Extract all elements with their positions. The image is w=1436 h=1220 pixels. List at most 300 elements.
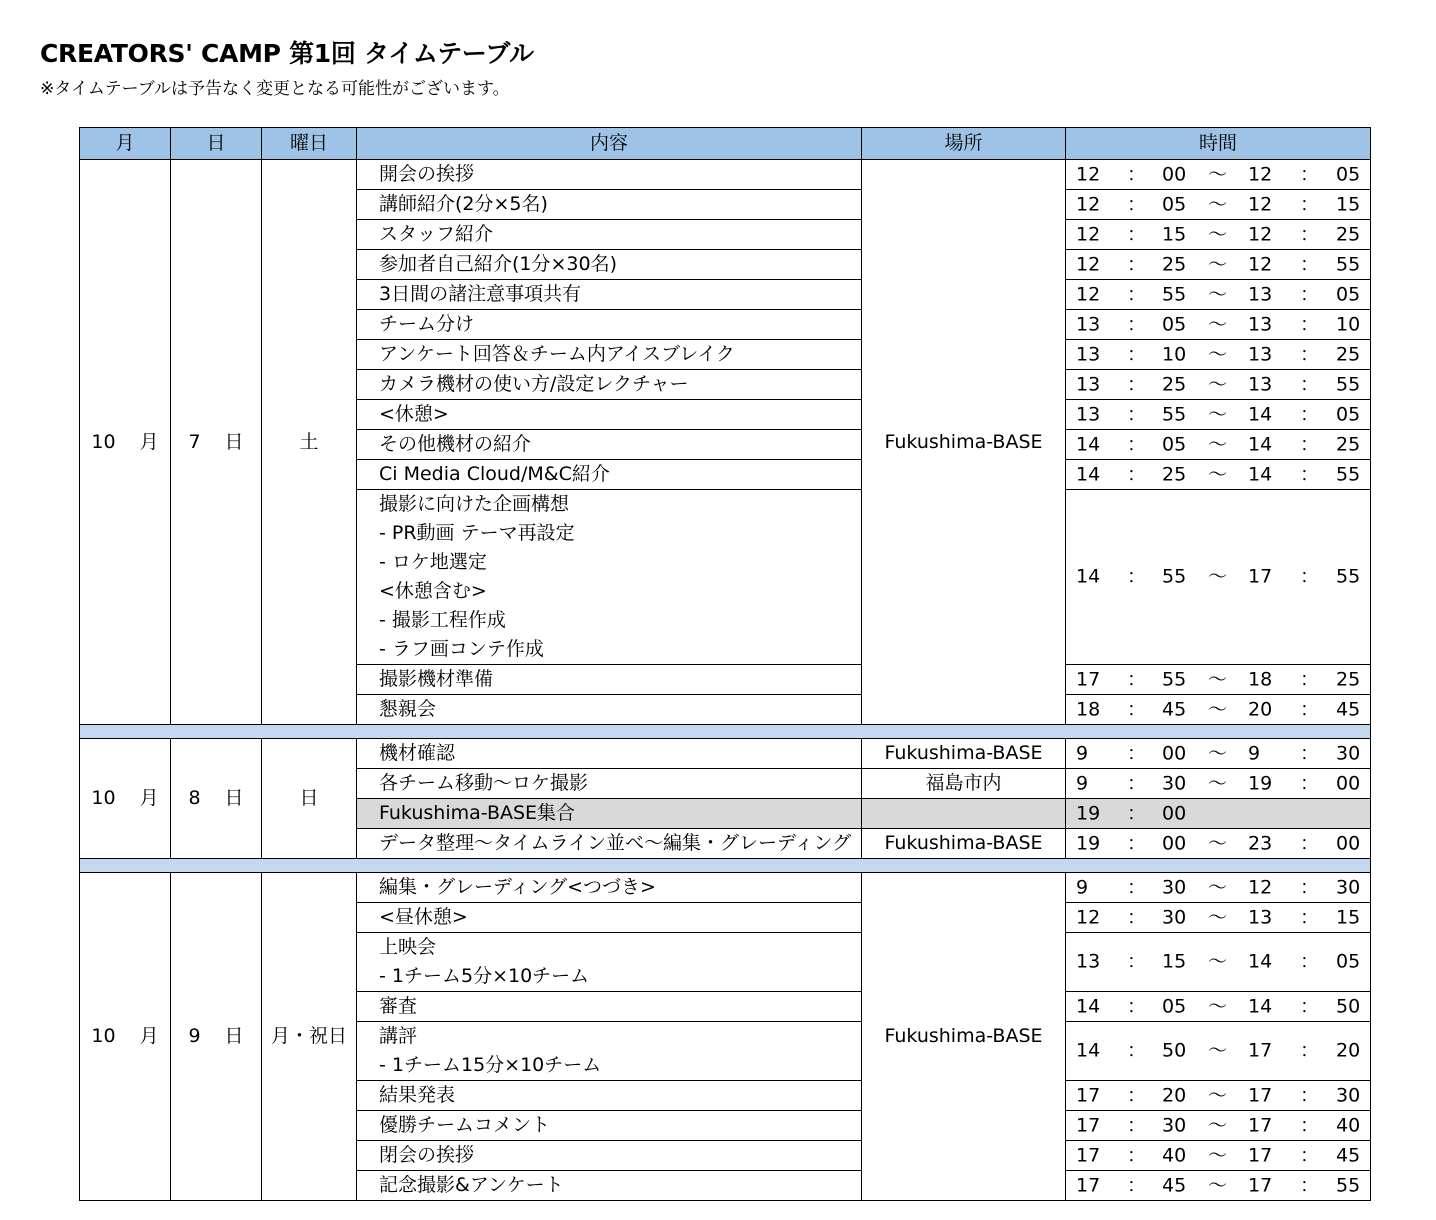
time-tilde: ～ bbox=[1208, 313, 1228, 335]
start-minute: 20 bbox=[1162, 1084, 1187, 1106]
header-weekday: 曜日 bbox=[262, 128, 357, 160]
start-hour: 14 bbox=[1076, 433, 1101, 455]
month-cell-value: 10 bbox=[91, 787, 116, 809]
time-tilde: ～ bbox=[1208, 1084, 1228, 1106]
time-range bbox=[1066, 696, 1370, 723]
start-minute: 05 bbox=[1162, 433, 1187, 455]
content-line: Ci Media Cloud/M&C紹介 bbox=[379, 463, 610, 485]
end-hour: 14 bbox=[1248, 995, 1273, 1017]
content-line: 編集・グレーディング<つづき> bbox=[379, 876, 656, 898]
time-colon: ： bbox=[1127, 163, 1147, 185]
time-cell bbox=[1066, 665, 1371, 695]
time-tilde: ～ bbox=[1208, 163, 1228, 185]
content-cell bbox=[357, 460, 862, 490]
content-line: 審査 bbox=[379, 995, 418, 1017]
content-cell bbox=[357, 280, 862, 310]
start-hour: 12 bbox=[1076, 163, 1101, 185]
time-cell bbox=[1066, 340, 1371, 370]
time-cell bbox=[1066, 695, 1371, 725]
time-tilde: ～ bbox=[1208, 906, 1228, 928]
time-range bbox=[1066, 431, 1370, 458]
time-range bbox=[1066, 251, 1370, 278]
month-cell bbox=[80, 160, 171, 725]
content-line: <休憩含む> bbox=[379, 580, 487, 602]
header-day: 日 bbox=[171, 128, 262, 160]
time-tilde: ～ bbox=[1208, 193, 1228, 215]
start-minute: 45 bbox=[1162, 698, 1187, 720]
content-line: その他機材の紹介 bbox=[379, 433, 532, 455]
time-tilde: ～ bbox=[1208, 1144, 1228, 1166]
weekday-cell: 土 bbox=[262, 160, 357, 725]
time-colon: ： bbox=[1127, 950, 1147, 973]
time-range bbox=[1066, 740, 1370, 767]
time-colon: ： bbox=[1127, 343, 1147, 365]
content-cell bbox=[357, 160, 862, 190]
content-cell bbox=[357, 1171, 862, 1201]
end-hour: 12 bbox=[1248, 223, 1273, 245]
time-colon: ： bbox=[1300, 433, 1320, 455]
time-tilde: ～ bbox=[1208, 772, 1228, 794]
end-minute: 30 bbox=[1336, 1084, 1361, 1106]
time-tilde: ～ bbox=[1208, 742, 1228, 764]
start-hour: 12 bbox=[1076, 223, 1101, 245]
content-line: 3日間の諸注意事項共有 bbox=[379, 283, 582, 305]
table-row bbox=[80, 160, 1371, 190]
time-range bbox=[1066, 666, 1370, 693]
time-cell bbox=[1066, 490, 1371, 665]
start-hour: 9 bbox=[1076, 876, 1089, 898]
time-cell bbox=[1066, 400, 1371, 430]
time-colon: ： bbox=[1300, 876, 1320, 898]
time-range bbox=[1066, 904, 1370, 931]
timetable-body bbox=[80, 160, 1371, 1201]
end-minute: 55 bbox=[1336, 463, 1361, 485]
content-cell bbox=[357, 665, 862, 695]
month-cell-unit: 月 bbox=[139, 787, 159, 809]
end-hour: 18 bbox=[1248, 668, 1273, 690]
start-hour: 14 bbox=[1076, 565, 1101, 588]
month-cell-unit: 月 bbox=[139, 1025, 159, 1047]
start-minute: 00 bbox=[1162, 163, 1187, 185]
time-tilde: ～ bbox=[1208, 832, 1228, 854]
time-range bbox=[1066, 770, 1370, 797]
time-cell bbox=[1066, 430, 1371, 460]
time-colon: ： bbox=[1300, 832, 1320, 854]
content-line: データ整理～タイムライン並べ～編集・グレーディング bbox=[379, 832, 852, 854]
start-minute: 00 bbox=[1162, 742, 1187, 764]
content-line: アンケート回答＆チーム内アイスブレイク bbox=[379, 343, 735, 365]
end-hour: 14 bbox=[1248, 433, 1273, 455]
end-minute: 20 bbox=[1336, 1039, 1361, 1062]
start-hour: 14 bbox=[1076, 995, 1101, 1017]
time-colon: ： bbox=[1127, 223, 1147, 245]
end-minute: 05 bbox=[1336, 163, 1361, 185]
end-minute: 30 bbox=[1336, 876, 1361, 898]
time-range bbox=[1066, 993, 1370, 1020]
end-minute: 55 bbox=[1336, 1174, 1361, 1196]
time-colon: ： bbox=[1300, 950, 1320, 973]
header-row bbox=[80, 128, 1371, 160]
start-hour: 17 bbox=[1076, 1114, 1101, 1136]
time-tilde: ～ bbox=[1208, 283, 1228, 305]
time-colon: ： bbox=[1300, 403, 1320, 425]
end-minute: 10 bbox=[1336, 313, 1361, 335]
start-hour: 19 bbox=[1076, 832, 1101, 854]
day-cell-value: 8 bbox=[188, 787, 201, 809]
page-title: CREATORS' CAMP 第1回 タイムテーブル bbox=[40, 39, 534, 68]
time-colon: ： bbox=[1300, 698, 1320, 720]
content-cell bbox=[357, 739, 862, 769]
content-line: 記念撮影&アンケート bbox=[379, 1174, 564, 1196]
end-hour: 14 bbox=[1248, 950, 1273, 973]
separator-cell bbox=[80, 725, 1371, 739]
end-hour: 14 bbox=[1248, 403, 1273, 425]
table-row bbox=[80, 739, 1371, 769]
time-colon: ： bbox=[1300, 1144, 1320, 1166]
content-line: 機材確認 bbox=[379, 742, 456, 764]
content-line: - 1チーム15分×10チーム bbox=[379, 1054, 602, 1076]
day-separator bbox=[80, 859, 1371, 873]
time-range bbox=[1066, 341, 1370, 368]
end-minute: 05 bbox=[1336, 403, 1361, 425]
month-cell-unit: 月 bbox=[139, 430, 159, 453]
time-colon: ： bbox=[1300, 742, 1320, 764]
content-line: - ラフ画コンテ作成 bbox=[379, 638, 544, 660]
start-minute: 30 bbox=[1162, 772, 1187, 794]
time-cell bbox=[1066, 1111, 1371, 1141]
end-hour: 17 bbox=[1248, 1039, 1273, 1062]
end-hour: 12 bbox=[1248, 876, 1273, 898]
start-minute: 55 bbox=[1162, 668, 1187, 690]
content-cell bbox=[357, 1022, 862, 1081]
time-colon: ： bbox=[1127, 1174, 1147, 1196]
start-hour: 14 bbox=[1076, 1039, 1101, 1062]
start-minute: 15 bbox=[1162, 223, 1187, 245]
time-colon: ： bbox=[1127, 1144, 1147, 1166]
start-hour: 12 bbox=[1076, 193, 1101, 215]
time-range bbox=[1066, 311, 1370, 338]
time-colon: ： bbox=[1127, 742, 1147, 764]
time-tilde: ～ bbox=[1208, 253, 1228, 275]
content-line: - PR動画 テーマ再設定 bbox=[379, 522, 575, 544]
place-cell: 福島市内 bbox=[862, 769, 1066, 799]
time-tilde: ～ bbox=[1208, 343, 1228, 365]
time-colon: ： bbox=[1127, 193, 1147, 215]
time-cell bbox=[1066, 992, 1371, 1022]
end-hour: 13 bbox=[1248, 373, 1273, 395]
content-line: カメラ機材の使い方/設定レクチャー bbox=[379, 373, 689, 395]
header-time: 時間 bbox=[1066, 128, 1371, 160]
content-line: チーム分け bbox=[379, 313, 475, 335]
start-minute: 05 bbox=[1162, 995, 1187, 1017]
end-minute: 25 bbox=[1336, 223, 1361, 245]
time-colon: ： bbox=[1300, 163, 1320, 185]
content-cell bbox=[357, 1141, 862, 1171]
time-range bbox=[1066, 830, 1370, 857]
place-cell: Fukushima-BASE bbox=[862, 160, 1066, 725]
time-colon: ： bbox=[1127, 313, 1147, 335]
place-cell: Fukushima-BASE bbox=[862, 829, 1066, 859]
time-colon: ： bbox=[1300, 995, 1320, 1017]
time-cell bbox=[1066, 1022, 1371, 1081]
end-minute: 50 bbox=[1336, 995, 1361, 1017]
end-minute: 25 bbox=[1336, 668, 1361, 690]
start-minute: 40 bbox=[1162, 1144, 1187, 1166]
start-minute: 55 bbox=[1162, 403, 1187, 425]
start-hour: 13 bbox=[1076, 343, 1101, 365]
time-tilde: ～ bbox=[1208, 403, 1228, 425]
content-cell bbox=[357, 220, 862, 250]
time-colon: ： bbox=[1300, 668, 1320, 690]
time-colon: ： bbox=[1127, 373, 1147, 395]
day-cell bbox=[171, 160, 262, 725]
content-cell bbox=[357, 340, 862, 370]
time-cell bbox=[1066, 873, 1371, 903]
table-row bbox=[80, 873, 1371, 903]
time-colon: ： bbox=[1127, 1039, 1147, 1062]
content-cell bbox=[357, 190, 862, 220]
start-minute: 15 bbox=[1162, 950, 1187, 973]
end-minute: 40 bbox=[1336, 1114, 1361, 1136]
start-hour: 9 bbox=[1076, 772, 1089, 794]
end-minute: 05 bbox=[1336, 950, 1361, 973]
time-colon: ： bbox=[1300, 1174, 1320, 1196]
time-colon: ： bbox=[1127, 403, 1147, 425]
time-colon: ： bbox=[1127, 668, 1147, 690]
content-line: 参加者自己紹介(1分×30名) bbox=[379, 253, 618, 275]
start-minute: 25 bbox=[1162, 373, 1187, 395]
time-colon: ： bbox=[1300, 1084, 1320, 1106]
content-line: 撮影に向けた企画構想 bbox=[379, 493, 570, 515]
end-minute: 45 bbox=[1336, 698, 1361, 720]
end-minute: 45 bbox=[1336, 1144, 1361, 1166]
time-tilde: ～ bbox=[1208, 433, 1228, 455]
end-hour: 14 bbox=[1248, 463, 1273, 485]
time-colon: ： bbox=[1300, 373, 1320, 395]
start-minute: 25 bbox=[1162, 463, 1187, 485]
content-line: 上映会 bbox=[379, 936, 437, 958]
month-cell-value: 10 bbox=[91, 430, 116, 453]
content-cell bbox=[357, 695, 862, 725]
start-minute: 05 bbox=[1162, 313, 1187, 335]
end-minute: 05 bbox=[1336, 283, 1361, 305]
time-cell bbox=[1066, 769, 1371, 799]
content-line: <休憩> bbox=[379, 403, 449, 425]
start-hour: 13 bbox=[1076, 950, 1101, 973]
start-minute: 10 bbox=[1162, 343, 1187, 365]
start-hour: 9 bbox=[1076, 742, 1089, 764]
time-colon: ： bbox=[1300, 1114, 1320, 1136]
start-hour: 17 bbox=[1076, 1144, 1101, 1166]
time-cell bbox=[1066, 933, 1371, 992]
time-cell bbox=[1066, 1081, 1371, 1111]
time-tilde: ～ bbox=[1208, 373, 1228, 395]
time-colon: ： bbox=[1300, 772, 1320, 794]
content-line: - ロケ地選定 bbox=[379, 551, 487, 573]
header-month: 月 bbox=[80, 128, 171, 160]
time-cell bbox=[1066, 460, 1371, 490]
separator-cell bbox=[80, 859, 1371, 873]
time-colon: ： bbox=[1300, 193, 1320, 215]
content-line: 開会の挨拶 bbox=[379, 163, 475, 185]
time-range bbox=[1066, 800, 1370, 827]
content-line: 懇親会 bbox=[379, 698, 437, 720]
time-cell bbox=[1066, 220, 1371, 250]
content-line: Fukushima-BASE集合 bbox=[379, 802, 576, 824]
time-tilde: ～ bbox=[1208, 1174, 1228, 1196]
time-range bbox=[1066, 564, 1370, 591]
time-colon: ： bbox=[1300, 223, 1320, 245]
time-cell bbox=[1066, 903, 1371, 933]
time-tilde: ～ bbox=[1208, 876, 1228, 898]
time-range bbox=[1066, 401, 1370, 428]
time-cell bbox=[1066, 310, 1371, 340]
time-colon: ： bbox=[1127, 698, 1147, 720]
time-range bbox=[1066, 281, 1370, 308]
end-hour: 20 bbox=[1248, 698, 1273, 720]
place-cell: Fukushima-BASE bbox=[862, 873, 1066, 1201]
time-range bbox=[1066, 461, 1370, 488]
time-colon: ： bbox=[1127, 832, 1147, 854]
content-cell bbox=[357, 370, 862, 400]
content-cell bbox=[357, 250, 862, 280]
time-range bbox=[1066, 1038, 1370, 1065]
time-cell bbox=[1066, 829, 1371, 859]
time-colon: ： bbox=[1300, 343, 1320, 365]
time-tilde: ～ bbox=[1208, 950, 1228, 973]
day-cell bbox=[171, 739, 262, 859]
end-minute: 55 bbox=[1336, 565, 1361, 588]
start-hour: 13 bbox=[1076, 403, 1101, 425]
end-minute: 30 bbox=[1336, 742, 1361, 764]
content-line: - 1チーム5分×10チーム bbox=[379, 965, 590, 987]
day-cell-unit: 日 bbox=[224, 787, 244, 809]
end-minute: 55 bbox=[1336, 253, 1361, 275]
end-hour: 13 bbox=[1248, 283, 1273, 305]
end-minute: 25 bbox=[1336, 343, 1361, 365]
day-cell-value: 9 bbox=[188, 1025, 201, 1047]
time-colon: ： bbox=[1300, 253, 1320, 275]
time-colon: ： bbox=[1127, 283, 1147, 305]
start-minute: 30 bbox=[1162, 1114, 1187, 1136]
content-line: 各チーム移動～ロケ撮影 bbox=[379, 772, 589, 794]
end-hour: 12 bbox=[1248, 253, 1273, 275]
time-range bbox=[1066, 1172, 1370, 1199]
end-minute: 55 bbox=[1336, 373, 1361, 395]
content-cell bbox=[357, 430, 862, 460]
time-colon: ： bbox=[1127, 253, 1147, 275]
start-minute: 30 bbox=[1162, 906, 1187, 928]
content-cell bbox=[357, 490, 862, 665]
content-cell bbox=[357, 769, 862, 799]
time-cell bbox=[1066, 280, 1371, 310]
time-colon: ： bbox=[1127, 876, 1147, 898]
start-hour: 17 bbox=[1076, 1084, 1101, 1106]
end-hour: 17 bbox=[1248, 565, 1273, 588]
content-cell bbox=[357, 903, 862, 933]
content-cell bbox=[357, 1081, 862, 1111]
time-range bbox=[1066, 161, 1370, 188]
start-minute: 50 bbox=[1162, 1039, 1187, 1062]
start-minute: 25 bbox=[1162, 253, 1187, 275]
content-cell bbox=[357, 310, 862, 340]
start-hour: 13 bbox=[1076, 313, 1101, 335]
time-colon: ： bbox=[1300, 283, 1320, 305]
end-hour: 9 bbox=[1248, 742, 1261, 764]
place-cell: Fukushima-BASE bbox=[862, 739, 1066, 769]
end-minute: 00 bbox=[1336, 772, 1361, 794]
content-line: 講師紹介(2分×5名) bbox=[379, 193, 548, 215]
content-cell bbox=[357, 400, 862, 430]
end-hour: 23 bbox=[1248, 832, 1273, 854]
end-minute: 15 bbox=[1336, 906, 1361, 928]
end-hour: 19 bbox=[1248, 772, 1273, 794]
time-cell bbox=[1066, 799, 1371, 829]
time-tilde: ～ bbox=[1208, 995, 1228, 1017]
end-hour: 13 bbox=[1248, 343, 1273, 365]
time-range bbox=[1066, 1082, 1370, 1109]
start-minute: 45 bbox=[1162, 1174, 1187, 1196]
time-cell bbox=[1066, 250, 1371, 280]
time-range bbox=[1066, 1112, 1370, 1139]
day-cell-value: 7 bbox=[188, 430, 201, 453]
header-content: 内容 bbox=[357, 128, 862, 160]
content-cell bbox=[357, 799, 862, 829]
time-colon: ： bbox=[1127, 1114, 1147, 1136]
content-cell bbox=[357, 829, 862, 859]
place-cell bbox=[862, 799, 1066, 829]
time-tilde: ～ bbox=[1208, 463, 1228, 485]
start-minute: 05 bbox=[1162, 193, 1187, 215]
timetable bbox=[79, 127, 1371, 1201]
day-cell-unit: 日 bbox=[224, 430, 244, 453]
content-line: 撮影機材準備 bbox=[379, 668, 494, 690]
content-cell bbox=[357, 933, 862, 992]
time-colon: ： bbox=[1127, 1084, 1147, 1106]
start-minute: 00 bbox=[1162, 802, 1187, 824]
content-line: スタッフ紹介 bbox=[379, 223, 494, 245]
content-line: 優勝チームコメント bbox=[379, 1114, 551, 1136]
start-hour: 19 bbox=[1076, 802, 1101, 824]
time-tilde: ～ bbox=[1208, 668, 1228, 690]
end-hour: 12 bbox=[1248, 193, 1273, 215]
time-colon: ： bbox=[1127, 565, 1147, 588]
time-colon: ： bbox=[1300, 906, 1320, 928]
end-minute: 15 bbox=[1336, 193, 1361, 215]
end-hour: 17 bbox=[1248, 1114, 1273, 1136]
content-line: 閉会の挨拶 bbox=[379, 1144, 475, 1166]
month-cell bbox=[80, 873, 171, 1201]
weekday-cell: 日 bbox=[262, 739, 357, 859]
start-minute: 00 bbox=[1162, 832, 1187, 854]
end-minute: 25 bbox=[1336, 433, 1361, 455]
end-hour: 17 bbox=[1248, 1084, 1273, 1106]
end-hour: 13 bbox=[1248, 313, 1273, 335]
time-colon: ： bbox=[1127, 772, 1147, 794]
time-tilde: ～ bbox=[1208, 565, 1228, 588]
start-hour: 14 bbox=[1076, 463, 1101, 485]
month-cell bbox=[80, 739, 171, 859]
start-hour: 12 bbox=[1076, 283, 1101, 305]
time-colon: ： bbox=[1127, 906, 1147, 928]
end-minute: 00 bbox=[1336, 832, 1361, 854]
time-colon: ： bbox=[1300, 565, 1320, 588]
time-colon: ： bbox=[1127, 995, 1147, 1017]
time-colon: ： bbox=[1300, 313, 1320, 335]
day-separator bbox=[80, 725, 1371, 739]
content-cell bbox=[357, 992, 862, 1022]
time-range bbox=[1066, 371, 1370, 398]
